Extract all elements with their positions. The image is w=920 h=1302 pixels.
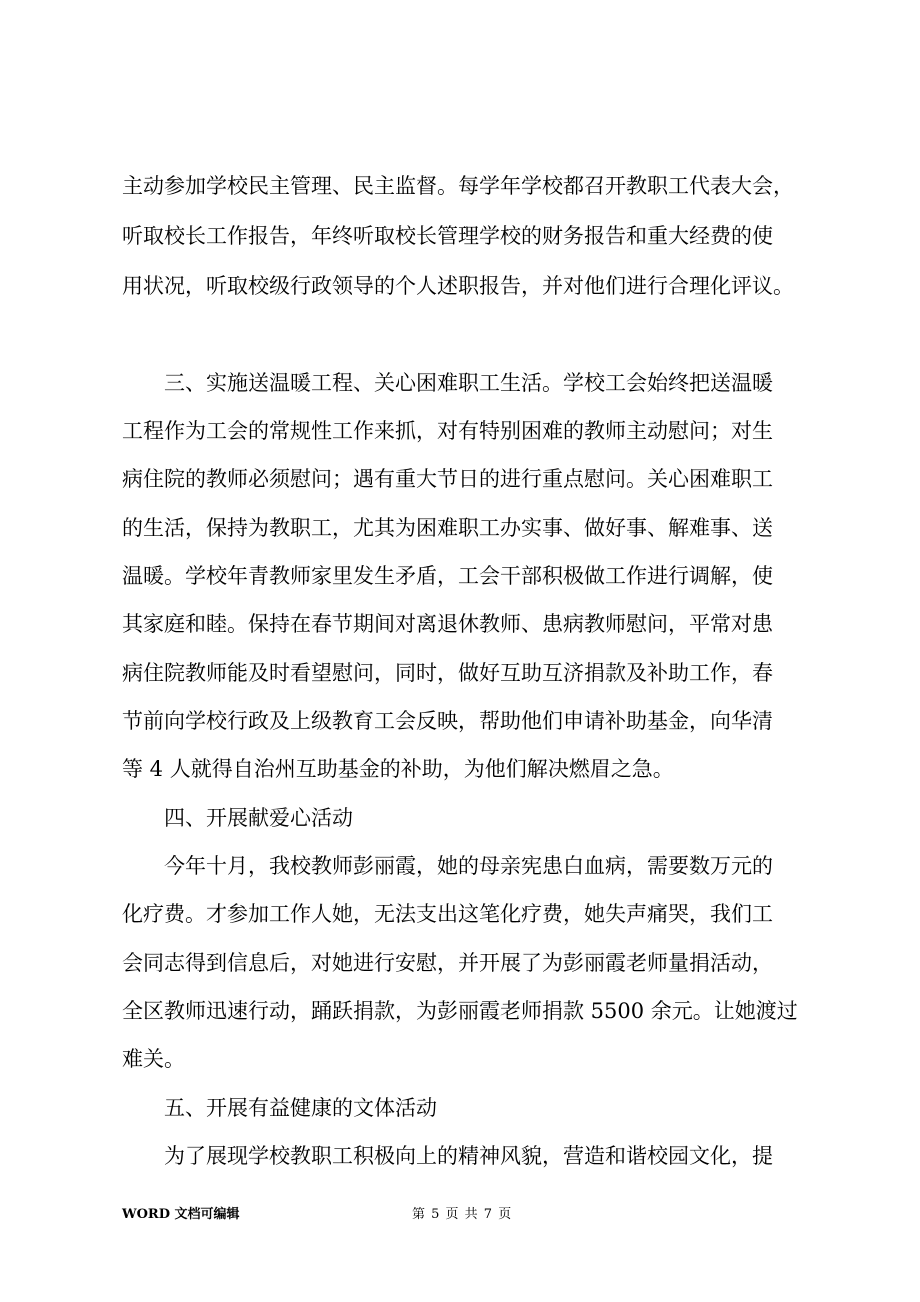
paragraph-line: 节前向学校行政及上级教育工会反映，帮助他们申请补助基金，向华清 (122, 709, 773, 733)
paragraph-line: 会同志得到信息后，对她进行安慰，并开展了为彭丽霞老师量捐活动， (122, 951, 773, 975)
paragraph-line: 工程作为工会的常规性工作来抓，对有特别困难的教师主动慰问；对生 (122, 419, 773, 443)
paragraph-line: 全区教师迅速行动，踊跃捐款，为彭丽霞老师捐款 5500 余元。让她渡过 (122, 999, 798, 1023)
paragraph-line: 温暖。学校年青教师家里发生矛盾，工会干部积极做工作进行调解，使 (122, 564, 773, 588)
paragraph-line: 等 4 人就得自治州互助基金的补助，为他们解决燃眉之急。 (122, 757, 674, 781)
paragraph-line: 病住院的教师必须慰问；遇有重大节日的进行重点慰问。关心困难职工 (122, 467, 773, 491)
paragraph-line: 用状况，听取校级行政领导的个人述职报告，并对他们进行合理化评议。 (122, 274, 794, 298)
section-heading: 四、开展献爱心活动 (164, 806, 353, 830)
footer-page-number: 第 5 页 共 7 页 (412, 1207, 513, 1222)
paragraph-line: 今年十月，我校教师彭丽霞，她的母亲宪患白血病，需要数万元的 (164, 854, 773, 878)
paragraph-line: 化疗费。才参加工作人她，无法支出这笔化疗费，她失声痛哭，我们工 (122, 902, 773, 926)
paragraph-line: 难关。 (122, 1047, 185, 1071)
paragraph-line: 为了展现学校教职工积极向上的精神风貌，营造和谐校园文化，提 (164, 1144, 773, 1168)
footer-editable-note: WORD 文档可编辑 (122, 1207, 240, 1222)
paragraph-line: 其家庭和睦。保持在春节期间对离退休教师、患病教师慰问，平常对患 (122, 612, 773, 636)
paragraph-line: 主动参加学校民主管理、民主监督。每学年学校都召开教职工代表大会， (122, 174, 794, 198)
paragraph-line: 的生活，保持为教职工，尤其为困难职工办实事、做好事、解难事、送 (122, 516, 773, 540)
paragraph-line: 病住院教师能及时看望慰问，同时，做好互助互济捐款及补助工作，春 (122, 661, 773, 685)
section-heading-line: 三、实施送温暖工程、关心困难职工生活。学校工会始终把送温暖 (164, 371, 773, 395)
section-heading: 五、开展有益健康的文体活动 (164, 1096, 437, 1120)
paragraph-line: 听取校长工作报告，年终听取校长管理学校的财务报告和重大经费的使 (122, 224, 773, 248)
